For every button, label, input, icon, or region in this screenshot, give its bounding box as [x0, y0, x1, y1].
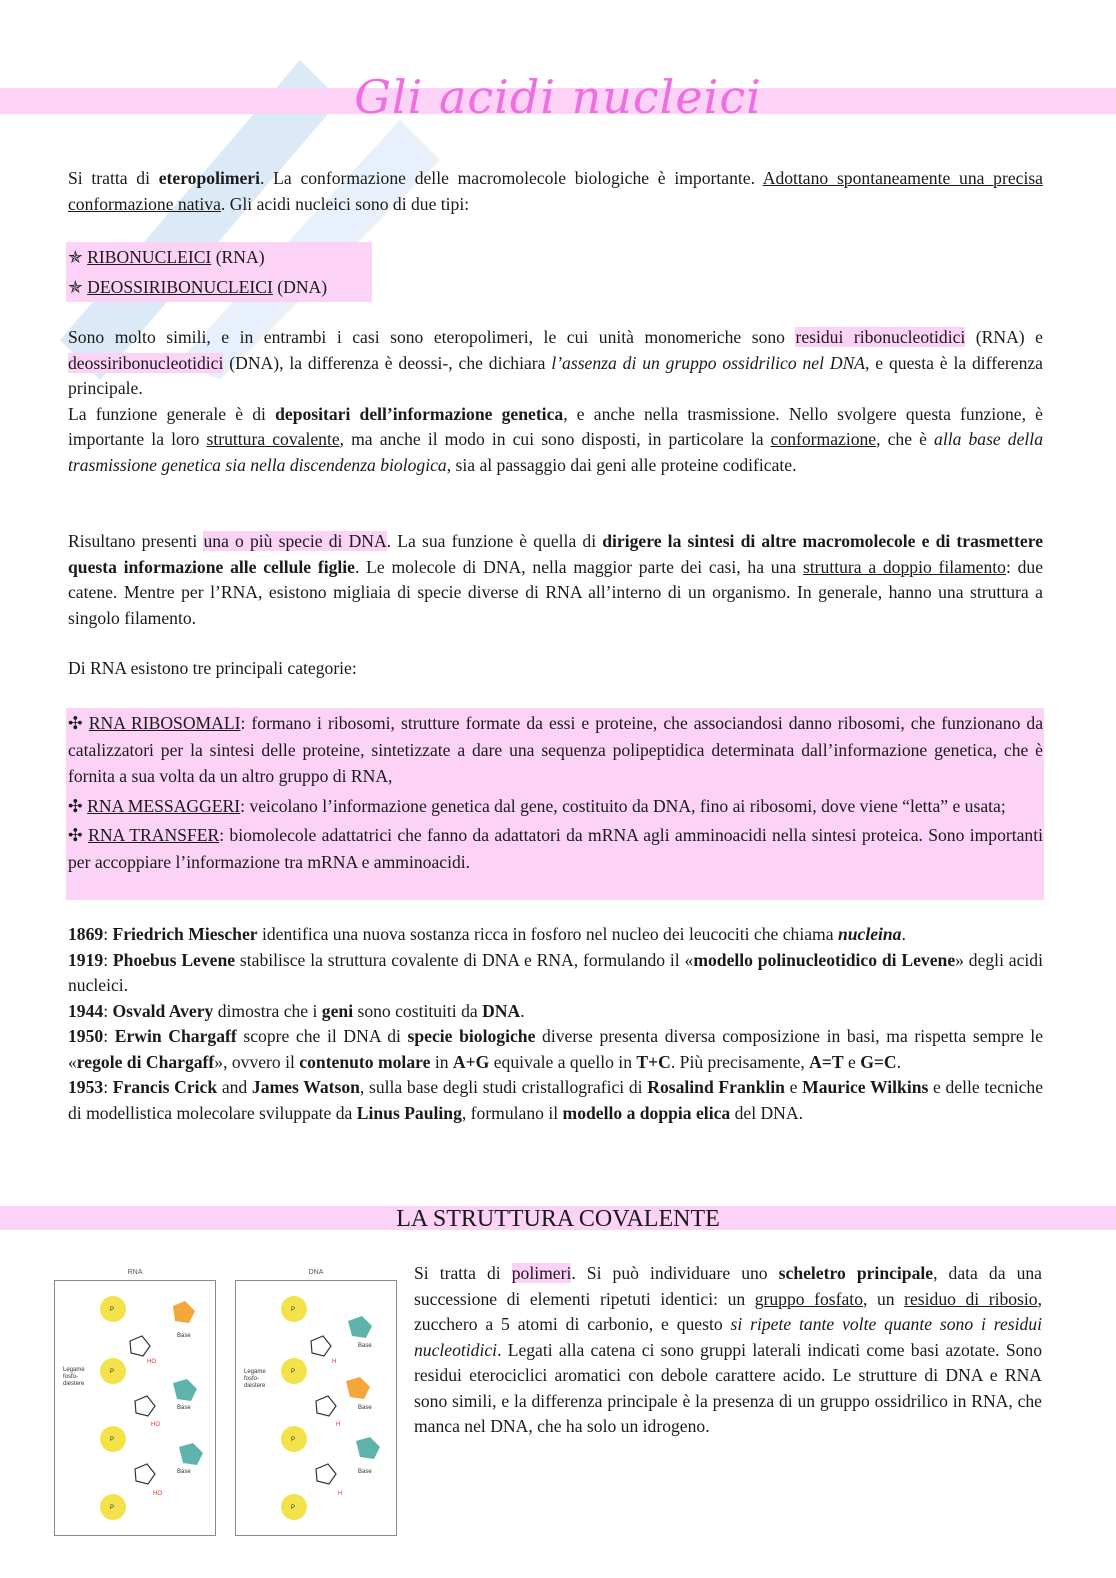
svg-text:P: P	[291, 1505, 296, 1511]
list-item: ✣ RNA RIBOSOMALI: formano i ribosomi, strutture formate da essi e proteine, che associandosi danno ribosomi, che funzionano da catalizzatori per la sintesi delle proteine, sintetizzate a dare una sequenza polipeptidica determinata dall’informazione genetica, che è fornita a sua volta da un altro gruppo di RNA,	[68, 713, 1044, 786]
section-title: LA STRUTTURA COVALENTE	[396, 1206, 720, 1232]
history-timeline	[68, 922, 1043, 1126]
page-title: Gli acidi nucleici	[354, 70, 762, 124]
rna-intro: Di RNA esistono tre principali categorie:	[68, 658, 357, 678]
star-icon: ✯	[68, 247, 83, 267]
covalent-paragraph: Si tratta di polimeri. Si può individuare uno scheletro principale, data da una successione di elementi ripetuti identici: un gruppo fosfato, un residuo di ribosio, zucchero a 5 atomi di carbonio, e questo si ripete tante volte quante sono i residui nucleotidici. Legati alla catena ci sono gruppi laterali indicati come basi azotate. Sono residui eterociclici aromatici con debole carattere acido. Le strutture di DNA e RNA sono simili, e la differenza principale è la presenza di un gruppo ossidrilico in RNA, che manca nel DNA, che ha solo un idrogeno.	[414, 1263, 1042, 1436]
base-icon	[179, 1443, 203, 1465]
intro-paragraph: Si tratta di eteropolimeri. La conformazione delle macromolecole biologiche è importante. Adottano spontaneamente una precisa conformazione nativa. Gli acidi nucleici sono di due tipi:	[68, 168, 1043, 214]
base-icon	[173, 1301, 195, 1323]
cross-icon: ✣	[68, 713, 83, 733]
types-list	[68, 242, 327, 302]
svg-text:fosfo-: fosfo-	[244, 1376, 260, 1382]
dna-diagram	[236, 1281, 396, 1535]
sugar-ring-icon	[311, 1336, 331, 1356]
sugar-ring-icon	[316, 1396, 336, 1416]
svg-text:P: P	[110, 1437, 115, 1443]
svg-text:HO: HO	[147, 1359, 156, 1365]
timeline-entry: 1944: Osvald Avery dimostra che i geni sono costituiti da DNA.	[68, 1000, 525, 1021]
sugar-ring-icon	[135, 1464, 155, 1484]
timeline-entry: 1919: Phoebus Levene stabilisce la struttura covalente di DNA e RNA, formulando il «modello polinucleotidico di Levene» degli acidi nucleici.	[68, 949, 1043, 995]
svg-text:diestere: diestere	[244, 1383, 266, 1389]
sugar-ring-icon	[135, 1396, 155, 1416]
similarity-paragraph: Sono molto simili, e in entrambi i casi sono eteropolimeri, le cui unità monomeriche sono residui ribonucleotidici (RNA) e deossiribonucleotidici (DNA), la differenza è deossi-, che dichiara l’assenza di un gruppo ossidrilico nel DNA, e questa è la differenza principale. La funzione generale è di depositari dell’informazione genetica, e anche nella trasmissione. Nello svolgere questa funzione, è importante la loro struttura covalente, ma anche il modo in cui sono disposti, in particolare la conformazione, che è alla base della trasmissione genetica sia nella discendenza biologica, sia al passaggio dai geni alle proteine codificate.	[68, 327, 1043, 475]
list-item: ✣ RNA MESSAGGERI: veicolano l’informazione genetica dal gene, costituito da DNA, fino ai ribosomi, dove viene “letta” e usata;	[68, 795, 1006, 816]
svg-text:Base: Base	[177, 1405, 191, 1411]
svg-text:P: P	[110, 1307, 115, 1313]
svg-text:P: P	[291, 1369, 296, 1375]
star-icon: ✯	[68, 277, 83, 297]
base-icon	[173, 1379, 197, 1401]
svg-text:Base: Base	[177, 1333, 191, 1339]
svg-text:Legame: Legame	[63, 1367, 85, 1373]
svg-text:H: H	[336, 1422, 341, 1428]
list-item: ✯ DEOSSIRIBONUCLEICI (DNA)	[68, 277, 328, 297]
svg-text:H: H	[332, 1359, 337, 1365]
list-item: ✯ RIBONUCLEICI (RNA)	[68, 247, 265, 267]
svg-text:Base: Base	[358, 1469, 372, 1475]
sugar-ring-icon	[130, 1336, 150, 1356]
base-icon	[348, 1316, 372, 1338]
list-item: ✣ RNA TRANSFER: biomolecole adattatrici che fanno da adattatori da mRNA agli amminoacidi nella sintesi proteica. Sono importanti per accoppiare l’informazione tra mRNA e amminoacidi.	[68, 825, 1043, 872]
dna-paragraph: Risultano presenti una o più specie di DNA. La sua funzione è quella di dirigere la sintesi di altre macromolecole e di trasmettere questa informazione alle cellule figlie. Le molecole di DNA, nella maggior parte dei casi, ha una struttura a doppio filamento: due catene. Mentre per l’RNA, esistono migliaia di specie diverse di RNA all’interno di un organismo. In generale, hanno una struttura a singolo filamento.	[68, 531, 1044, 628]
svg-text:P: P	[291, 1437, 296, 1443]
svg-text:P: P	[110, 1369, 115, 1375]
dna-structure-figure	[235, 1269, 397, 1536]
svg-text:Base: Base	[358, 1343, 372, 1349]
rna-categories	[68, 710, 1043, 875]
svg-text:Base: Base	[177, 1469, 191, 1475]
svg-text:HO: HO	[153, 1491, 162, 1497]
svg-text:diestere: diestere	[63, 1381, 85, 1387]
svg-text:fosfo-: fosfo-	[63, 1374, 79, 1380]
figure-label: RNA	[127, 1269, 143, 1276]
svg-text:Legame: Legame	[244, 1369, 266, 1375]
timeline-entry: 1950: Erwin Chargaff scopre che il DNA di specie biologiche diverse presenta diversa composizione in basi, ma rispetta sempre le «regole di Chargaff», ovvero il contenuto molare in A+G equivale a quello in T+C. Più precisamente, A=T e G=C.	[68, 1026, 1043, 1072]
svg-text:HO: HO	[151, 1422, 160, 1428]
svg-text:Base: Base	[358, 1405, 372, 1411]
figure-label: DNA	[308, 1269, 324, 1276]
rna-structure-figure	[54, 1269, 216, 1536]
svg-text:P: P	[110, 1505, 115, 1511]
cross-icon: ✣	[68, 795, 83, 816]
sugar-ring-icon	[316, 1464, 336, 1484]
base-icon	[356, 1437, 380, 1459]
svg-text:P: P	[291, 1307, 296, 1313]
svg-text:H: H	[338, 1491, 343, 1497]
base-icon	[346, 1377, 370, 1399]
cross-icon: ✣	[68, 825, 83, 845]
timeline-entry: 1869: Friedrich Miescher identifica una nuova sostanza ricca in fosforo nel nucleo dei leucociti che chiama nucleina.	[68, 924, 906, 944]
timeline-entry: 1953: Francis Crick and James Watson, sulla base degli studi cristallografici di Rosalind Franklin e Maurice Wilkins e delle tecniche di modellistica molecolare sviluppate da Linus Pauling, formulano il modello a doppia elica del DNA.	[68, 1077, 1044, 1123]
rna-diagram	[55, 1281, 215, 1535]
